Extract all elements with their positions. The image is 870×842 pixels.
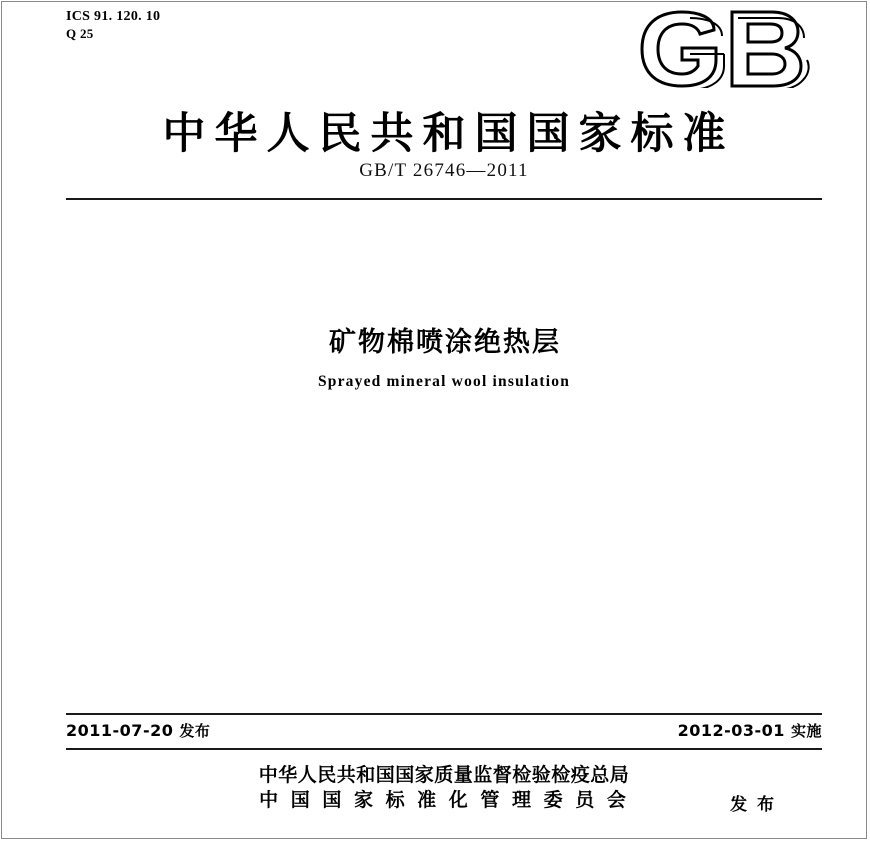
standard-number: GB/T 26746—2011 [359, 160, 529, 181]
ics-classification-block [66, 8, 160, 42]
implementation-date-value: 2012-03-01 [677, 721, 785, 740]
ics-code: ICS 91. 120. 10 [66, 9, 161, 24]
issue-date-value: 2011-07-20 [66, 721, 174, 740]
footer-divider-bottom [66, 748, 822, 750]
publisher-name-line1: 中华人民共和国国家质量监督检验检疫总局 [258, 764, 630, 786]
page-title: 中华人民共和国国家标准 [162, 109, 735, 159]
implementation-date-label: 实施 [790, 722, 822, 740]
footer-divider-top [66, 713, 822, 715]
publisher-name-line2: 中 国 国 家 标 准 化 管 理 委 员 会 [259, 789, 629, 811]
ccs-code: Q 25 [66, 26, 94, 41]
publisher-issue-label: 发 布 [730, 795, 776, 815]
publisher-block [66, 763, 822, 813]
header-divider [66, 198, 822, 200]
implementation-date [678, 720, 822, 741]
issue-date-label: 发布 [179, 722, 211, 740]
page-content [66, 8, 822, 828]
gb-logo-icon [632, 10, 822, 88]
document-title-chinese: 矿物棉喷涂绝热层 [329, 327, 561, 358]
document-title-english: Sprayed mineral wool insulation [317, 373, 571, 390]
issue-date [66, 720, 210, 741]
